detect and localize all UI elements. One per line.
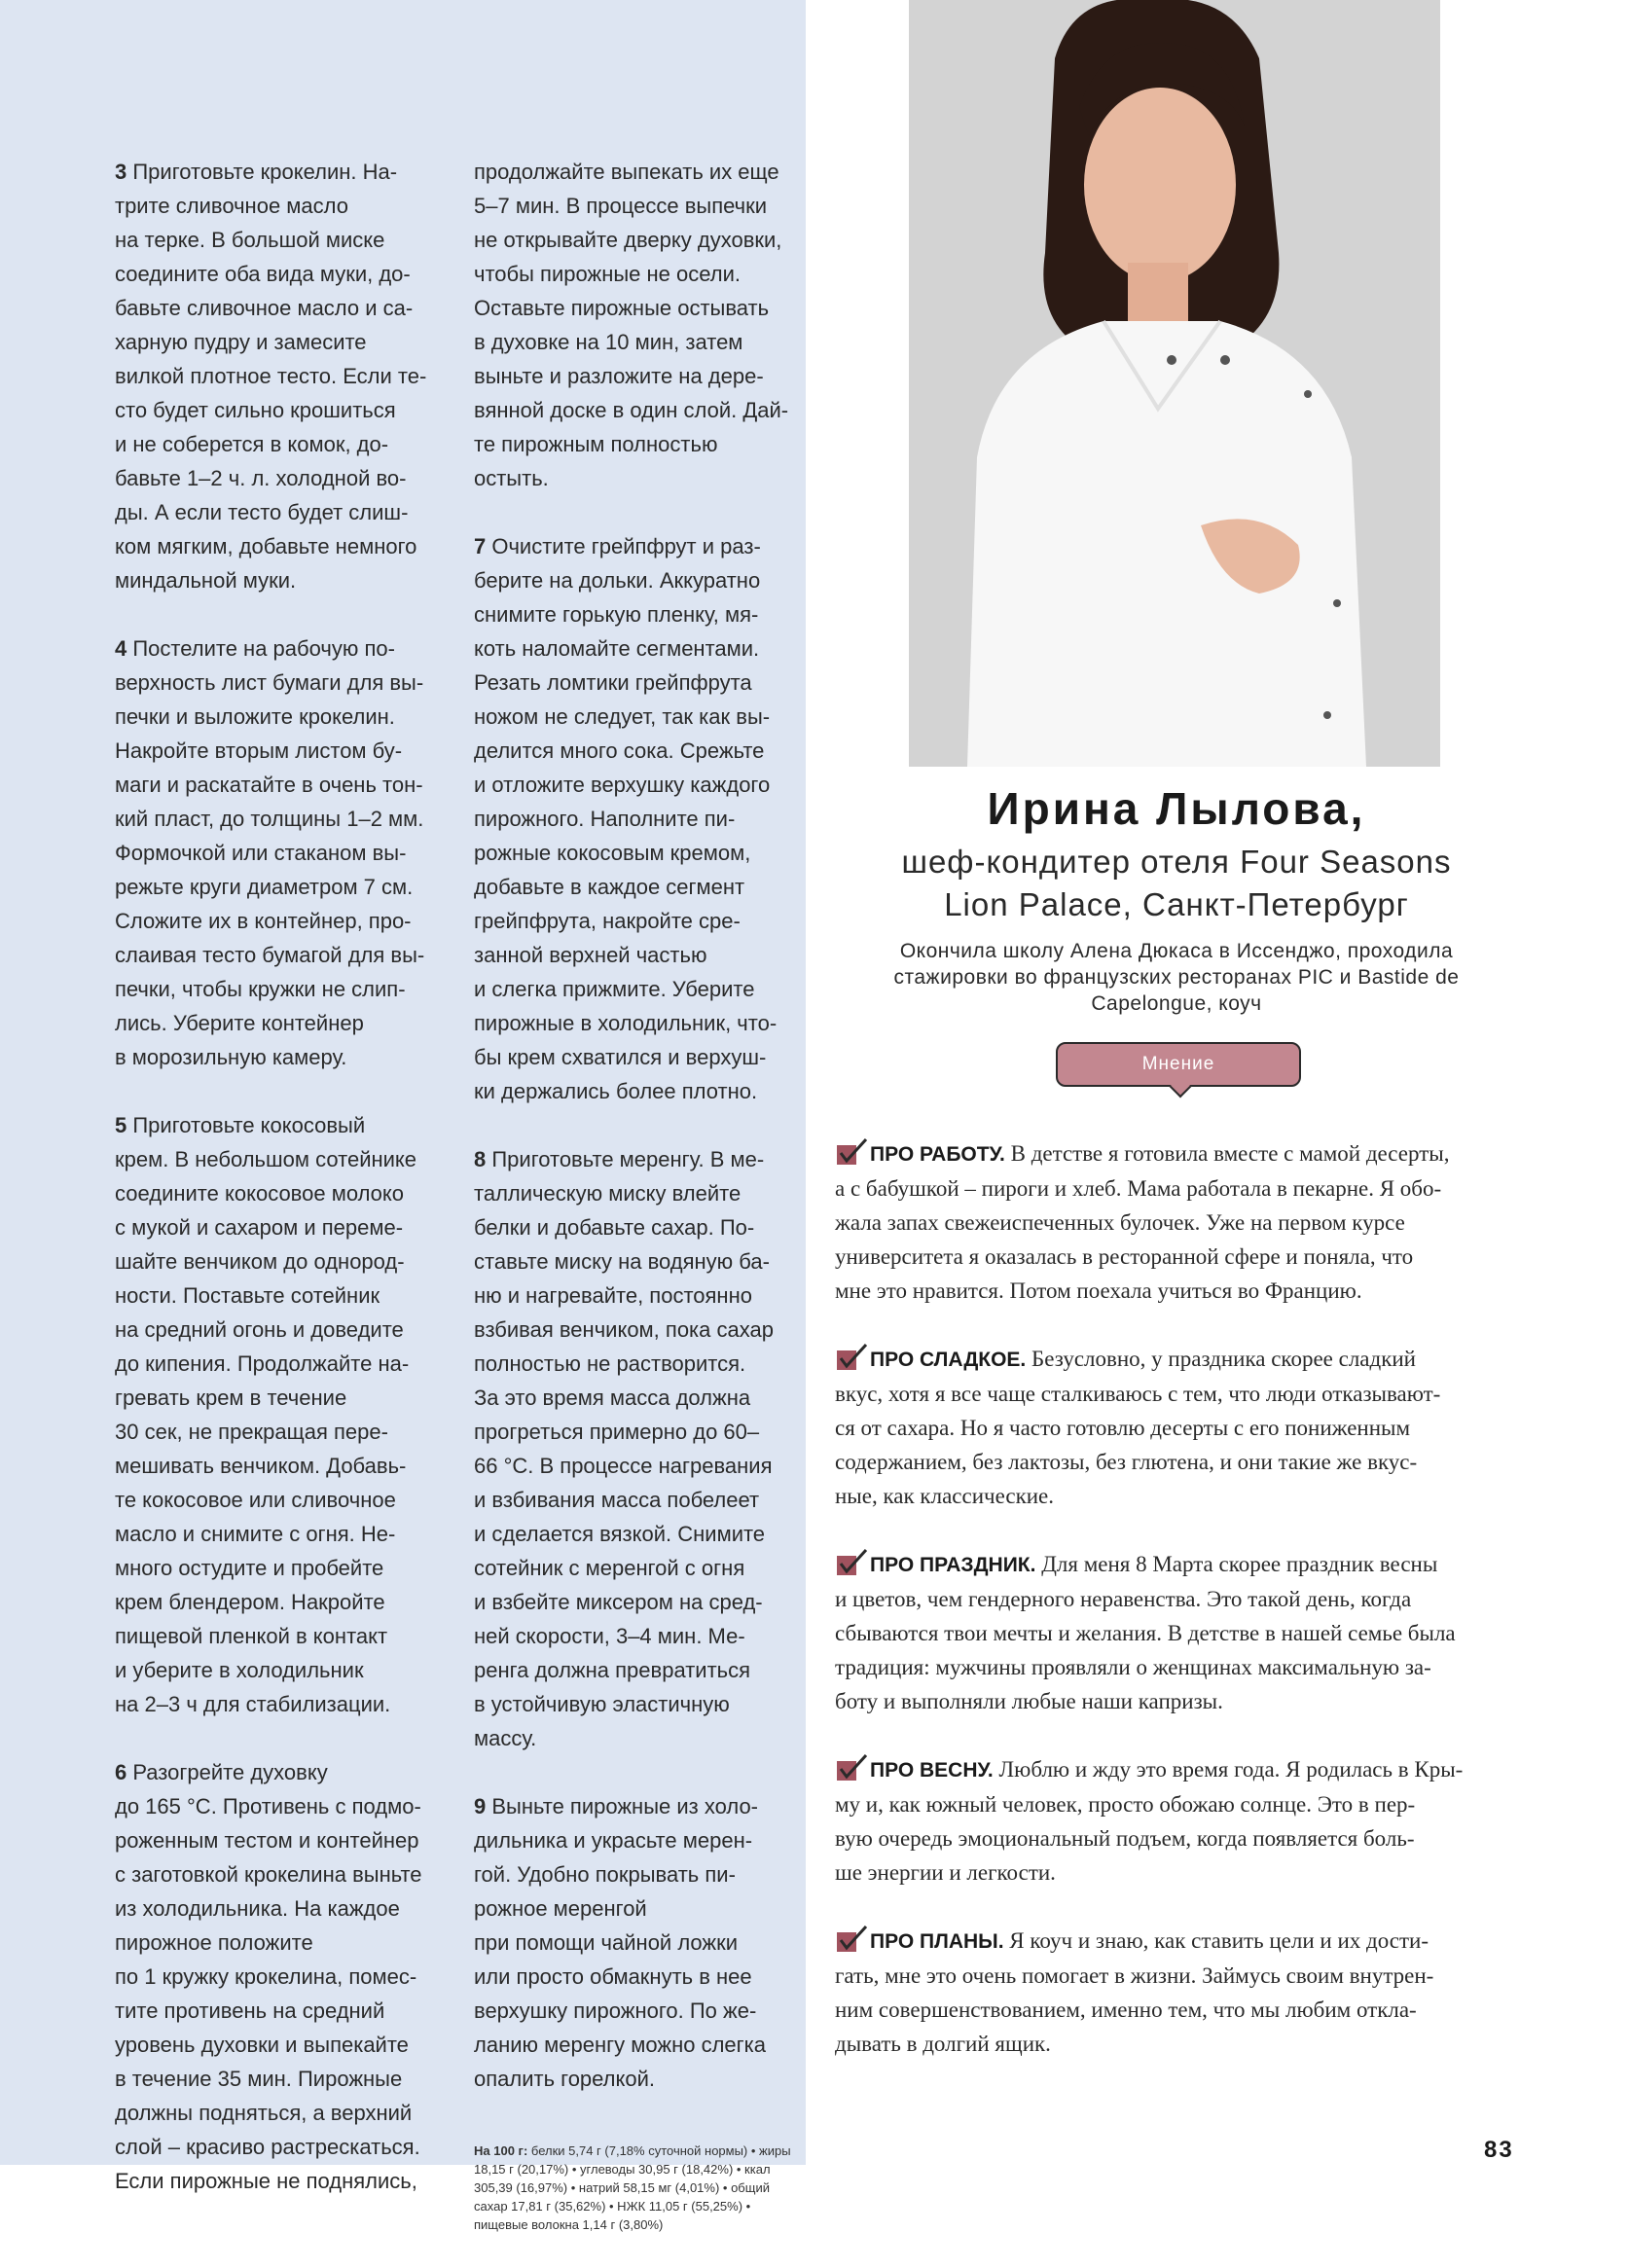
opinion-holiday [835, 1547, 1521, 1718]
recipe-column-2 [474, 121, 800, 2268]
recipe-step-9 [474, 1789, 800, 2096]
step-text: Приготовьте кокосовый крем. В небольшом сотейнике соедините кокосовое молоко с мукой и сахаром и переме- шайте венчиком до однород- ности. Поставьте сотейник на средний огонь и доведите до кипения. Продолжайте на- гревать крем в течение 30 сек, не прекращая пере- мешивать венчиком. Добавь- те кокосовое или сливочное масло и снимите с огня. Не- много остудите и пробейте крем блендером. Накройте пищевой пленкой в контакт и уберите в холодильник на 2–3 ч для стабилизации. [115, 1113, 417, 1716]
step-number: 5 [115, 1113, 127, 1137]
recipe-step-5 [115, 1108, 446, 1721]
opinion-heading: ПРО СЛАДКОЕ. [870, 1349, 1027, 1371]
opinion-text: Безусловно, у праздника скорее сладкий вкус, хотя я все чаще сталкиваюсь с тем, что люди отказывают- ся от сахара. Но я часто готовлю десерты с его пониженным содержанием, без лактозы, без глютена, и они такие же вкус- ные, как классические. [835, 1347, 1441, 1508]
chef-name: Ирина Лылова, [987, 783, 1366, 834]
step-text: Очистите грейпфрут и раз- берите на дольки. Аккуратно снимите горькую пленку, мя- коть наломайте сегментами. Резать ломтики грейпфрута ножом не следует, так как вы- делится много сока. Срежьте и отложите верхушку каждого пирожного. Наполните пи- рожные кокосовым кремом, добавьте в каждое сегмент грейпфрута, накройте сре- занной верхней частью и слегка прижмите. Уберите пирожные в холодильник, что- бы крем схватился и верхуш- ки держались более плотно. [474, 534, 778, 1103]
chef-portrait-photo [909, 0, 1440, 767]
recipe-step-8 [474, 1142, 800, 1755]
recipe-column-1 [115, 121, 446, 2232]
step-text: Выньте пирожные из холо- дильника и украсьте мерен- гой. Удобно покрывать пи- рожное меренгой при помощи чайной ложки или просто обмакнуть в нее верхушку пирожного. По же- ланию меренгу можно слегка опалить горелкой. [474, 1794, 767, 2091]
step-number: 9 [474, 1794, 487, 1818]
step-number: 4 [115, 636, 127, 661]
opinion-heading: ПРО ПРАЗДНИК. [870, 1554, 1036, 1576]
chef-bio [812, 774, 1541, 1017]
step-number: 7 [474, 534, 487, 558]
step-text: Разогрейте духовку до 165 °С. Противень с подмо- роженным тестом и контейнер с заготовкой крокелина выньте из холодильника. На каждое пирожное положите по 1 кружку крокелина, помес- тите противень на средний уровень духовки и выпекайте в течение 35 мин. Пирожные должны подняться, а верхний слой – красиво растрескаться. Если пирожные не поднялись, [115, 1760, 422, 2193]
opinion-heading: ПРО РАБОТУ. [870, 1143, 1005, 1166]
recipe-step-4 [115, 631, 446, 1074]
nutrition-label: На 100 г: [474, 2143, 528, 2158]
page-number: 83 [1484, 2137, 1514, 2163]
check-mark-icon [835, 1343, 868, 1372]
step-number: 8 [474, 1147, 487, 1171]
opinion-text: Для меня 8 Марта скорее праздник весны и цветов, чем гендерного неравенства. Это такой день, когда сбываются твои мечты и желания. В детстве в нашей семье была традиция: мужчины проявляли о женщинах максимальную за- боту и выполняли любые наши капризы. [835, 1552, 1456, 1713]
opinion-plans [835, 1924, 1521, 2061]
check-mark-icon [835, 1137, 868, 1167]
check-mark-icon [835, 1753, 868, 1782]
opinions-section [835, 1136, 1521, 2095]
opinion-spring [835, 1752, 1521, 1890]
check-mark-icon [835, 1925, 868, 1954]
opinion-sweets [835, 1342, 1521, 1513]
step-text: Постелите на рабочую по- верхность лист бумаги для вы- печки и выложите крокелин. Накройте вторым листом бу- маги и раскатайте в очень тон- кий пласт, до толщины 1–2 мм. Формочкой или стаканом вы- режьте круги диаметром 7 см. Сложите их в контейнер, про- слаивая тесто бумагой для вы- печки, чтобы кружки не слип- лись. Уберите контейнер в морозильную камеру. [115, 636, 425, 1069]
chef-role: шеф-кондитер отеля Four Seasons Lion Palace, Санкт-Петербург [901, 844, 1452, 922]
opinion-text: Люблю и жду это время года. Я родилась в Кры- му и, как южный человек, просто обожаю солнце. Это в пер- вую очередь эмоциональный подъем, когда появляется боль- ше энергии и легкости. [835, 1757, 1464, 1885]
step-number: 3 [115, 160, 127, 184]
opinion-text: Я коуч и знаю, как ставить цели и их дости- гать, мне это очень помогает в жизни. Займусь своим внутрен- ним совершенствованием, именно тем, что мы любим откла- дывать в долгий ящик. [835, 1928, 1434, 2056]
recipe-step-6-cont [474, 155, 800, 495]
recipe-step-3 [115, 155, 446, 597]
opinion-heading: ПРО ПЛАНЫ. [870, 1930, 1004, 1953]
check-mark-icon [835, 1548, 868, 1577]
chef-description: Окончила школу Алена Дюкаса в Иссенджо, проходила стажировки во французских ресторанах PIC и Bastide de Capelongue, коуч [893, 940, 1460, 1015]
step-text: Приготовьте крокелин. На- трите сливочное масло на терке. В большой миске соедините оба вида муки, до- бавьте сливочное масло и са- харную пудру и замесите вилкой плотное тесто. Если те- сто будет сильно крошиться и не соберется в комок, до- бавьте 1–2 ч. л. холодной во- ды. А если тесто будет слиш- ком мягким, добавьте немного миндальной муки. [115, 160, 427, 593]
recipe-step-7 [474, 529, 800, 1108]
step-number: 6 [115, 1760, 127, 1784]
portrait-illustration [909, 0, 1440, 767]
opinion-text: В детстве я готовила вместе с мамой десерты, а с бабушкой – пироги и хлеб. Мама работала в пекарне. Я обо- жала запах свежеиспеченных булочек. Уже на первом курсе университета я оказалась в ресторанной сфере и поняла, что мне это нравится. Потом поехала учиться во Францию. [835, 1141, 1450, 1303]
opinion-work [835, 1136, 1521, 1308]
nutrition-facts [474, 2142, 800, 2234]
step-text: продолжайте выпекать их еще 5–7 мин. В процессе выпечки не открывайте дверку духовки, чтобы пирожные не осели. Оставьте пирожные остывать в духовке на 10 мин, затем выньте и разложите на дере- вянной доске в один слой. Дай- те пирожным полностью остыть. [474, 160, 789, 490]
recipe-step-6 [115, 1755, 446, 2198]
nutrition-text: белки 5,74 г (7,18% суточной нормы) • жиры 18,15 г (20,17%) • углеводы 30,95 г (18,42%) • ккал 305,39 (16,97%) • натрий 58,15 мг (4,01%) • общий сахар 17,81 г (35,62%) • НЖК 11,05 г (55,25%) • пищевые волокна 1,14 г (3,80%) [474, 2143, 791, 2232]
step-text: Приготовьте меренгу. В ме- таллическую миску влейте белки и добавьте сахар. По- ставьте миску на водяную ба- ню и нагревайте, постоянно взбивая венчиком, пока сахар полностью не растворится. За это время масса должна прогреться примерно до 60– 66 °С. В процессе нагревания и взбивания масса побелеет и сделается вязкой. Снимите сотейник с меренгой с огня и взбейте миксером на сред- ней скорости, 3–4 мин. Ме- ренга должна превратиться в устойчивую эластичную массу. [474, 1147, 774, 1750]
opinion-badge: Мнение [1056, 1042, 1301, 1087]
opinion-heading: ПРО ВЕСНУ. [870, 1759, 994, 1782]
